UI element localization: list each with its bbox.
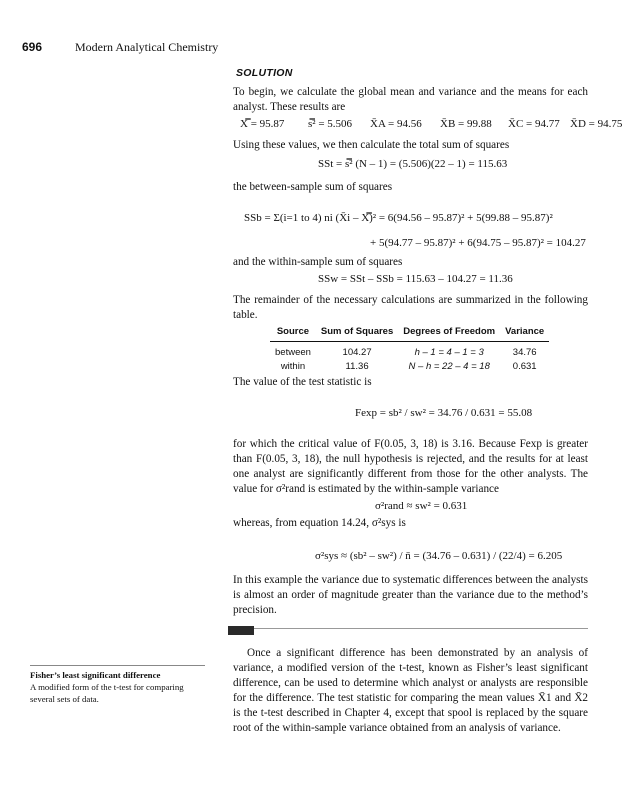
table-cell: N – h = 22 – 4 = 18 bbox=[408, 361, 490, 372]
table-cell: 11.36 bbox=[345, 361, 369, 372]
table-header: Sum of Squares bbox=[316, 324, 398, 342]
table-row bbox=[270, 342, 549, 359]
mean-b: X̄B = 99.88 bbox=[440, 118, 492, 130]
equation-ssw: SSw = SSt – SSb = 115.63 – 104.27 = 11.36 bbox=[318, 273, 513, 285]
remainder-paragraph: The remainder of the necessary calculations are summarized in the following table. bbox=[233, 294, 588, 321]
intro-paragraph: To begin, we calculate the global mean and variance and the means for each analyst. These results are bbox=[233, 86, 588, 113]
sidebar-term: Fisher’s least significant difference bbox=[30, 670, 161, 680]
anova-table bbox=[270, 324, 549, 372]
table-cell: 34.76 bbox=[512, 347, 537, 358]
table-header: Variance bbox=[500, 324, 549, 342]
conclusion-paragraph: In this example the variance due to systematic differences between the analysts is almost an order of magnitude greater than the variance due to the method’s precision. bbox=[233, 574, 588, 616]
within-ss-paragraph: and the within-sample sum of squares bbox=[233, 256, 403, 268]
whereas-paragraph: whereas, from equation 14.24, σ²sys is bbox=[233, 517, 406, 529]
lsd-paragraph: Once a significant difference has been demonstrated by an analysis of variance, a modified version of the t-test, known as Fisher’s least significant difference, can be used to determine which analyst or analysts are responsible for the difference. The test statistic for comparing the mean values X̄1 and X̄2 is the t-test described in Chapter 4, except that spool is replaced by the square root of the within-sample variance obtained from an analysis of variance. bbox=[233, 647, 588, 734]
grand-variance: s̿² = 5.506 bbox=[308, 118, 353, 130]
table-row bbox=[270, 358, 549, 372]
mean-c: X̄C = 94.77 bbox=[508, 118, 560, 130]
table-cell: 104.27 bbox=[342, 347, 372, 358]
equation-sigma-sys: σ²sys ≈ (sb² – sw²) / n̄ = (34.76 – 0.631) / (22/4) = 6.205 bbox=[315, 550, 563, 562]
table-header: Degrees of Freedom bbox=[398, 324, 500, 342]
critical-value-paragraph: for which the critical value of F(0.05, 3, 18) is 3.16. Because Fexp is greater than F(0.05, 3, 18), the null hypothesis is rejected, and the results for at least one analyst are significantly different from those for the other analysts. The value for σ²rand is estimated by the within-sample variance bbox=[233, 438, 588, 495]
equation-sst: SSt = s̿² (N – 1) = (5.506)(22 – 1) = 115.63 bbox=[318, 158, 508, 170]
equation-sigma-rand: σ²rand ≈ sw² = 0.631 bbox=[375, 500, 468, 512]
solution-end-marker bbox=[228, 626, 254, 635]
solution-end-rule bbox=[233, 628, 588, 629]
mean-a: X̄A = 94.56 bbox=[370, 118, 422, 130]
table-header: Source bbox=[270, 324, 316, 342]
mean-d: X̄D = 94.75 bbox=[570, 118, 623, 130]
solution-heading: SOLUTION bbox=[236, 67, 293, 79]
grand-mean: X̿ = 95.87 bbox=[240, 118, 285, 130]
equation-ssb-line2: + 5(94.77 – 95.87)² + 6(94.75 – 95.87)² = 104.27 bbox=[370, 237, 586, 249]
margin-definition bbox=[30, 665, 205, 705]
table-cell: h – 1 = 4 – 1 = 3 bbox=[414, 347, 484, 358]
page-number: 696 bbox=[22, 40, 43, 54]
table-header-row bbox=[270, 324, 549, 342]
total-ss-paragraph: Using these values, we then calculate the total sum of squares bbox=[233, 139, 510, 151]
equation-ssb-line1: SSb = Σ(i=1 to 4) ni (X̄i – X̿)² = 6(94.56 – 95.87)² + 5(99.88 – 95.87)² bbox=[244, 212, 553, 224]
running-head: Modern Analytical Chemistry bbox=[75, 40, 219, 54]
table-cell: within bbox=[280, 361, 306, 372]
sidebar-definition: A modified form of the t-test for comparing several sets of data. bbox=[30, 682, 184, 704]
table-cell: between bbox=[275, 347, 311, 358]
test-statistic-paragraph: The value of the test statistic is bbox=[233, 376, 372, 388]
equation-fexp: Fexp = sb² / sw² = 34.76 / 0.631 = 55.08 bbox=[355, 407, 533, 419]
sidebar-rule bbox=[30, 665, 205, 666]
table-cell: 0.631 bbox=[512, 361, 537, 372]
between-ss-paragraph: the between-sample sum of squares bbox=[233, 181, 393, 193]
